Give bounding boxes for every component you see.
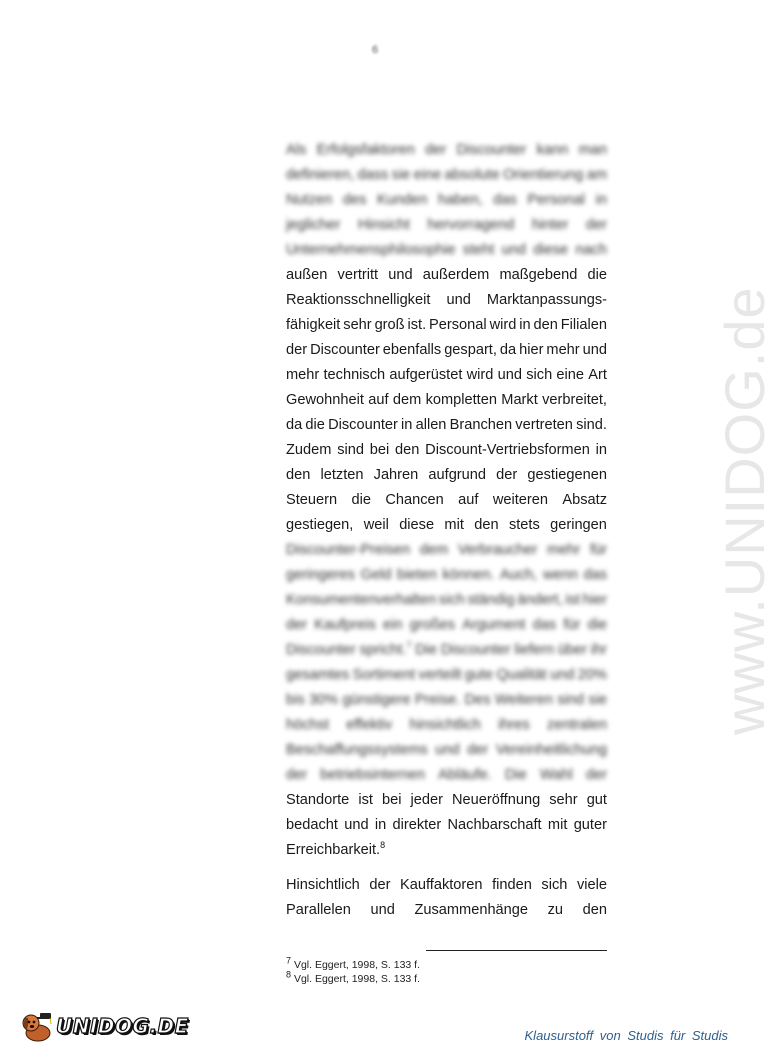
word: Orientierung <box>503 167 584 183</box>
word: Zudem <box>286 442 332 458</box>
word: Nutzen <box>286 192 333 208</box>
word: die <box>351 492 371 508</box>
footer-slogan: Klausurstoff von Studis für Studis <box>524 1028 728 1043</box>
text-line <box>286 588 607 613</box>
word: dem <box>419 542 449 558</box>
word: eine <box>556 367 585 383</box>
word: Branchen <box>449 417 513 433</box>
word: den <box>286 467 311 483</box>
word: da <box>286 417 303 433</box>
word: ein <box>383 617 403 633</box>
word: vertritt <box>337 267 379 283</box>
word: mehr <box>286 367 320 383</box>
word: ihr <box>590 642 607 658</box>
word: Filialen <box>560 317 607 333</box>
word: Argument <box>462 617 526 633</box>
word: hinter <box>531 217 569 233</box>
word: die <box>305 417 325 433</box>
word: gestiegen, <box>286 517 354 533</box>
text-line <box>286 488 607 513</box>
word: und <box>388 267 413 283</box>
text-line <box>286 163 607 188</box>
word: Wahl <box>539 767 573 783</box>
word: weil <box>363 517 389 533</box>
word: Erreichbarkeit.$^8$ <box>286 840 386 858</box>
word: da <box>499 342 517 358</box>
word: viele <box>576 877 607 893</box>
text-line <box>286 438 607 463</box>
word: Discount-Vertriebsformen <box>425 442 590 458</box>
word: Die <box>504 767 527 783</box>
word: aufgrund <box>428 467 487 483</box>
word: Discounter <box>286 642 356 658</box>
word: Unternehmensphilosophie <box>286 242 456 258</box>
footnote-reference: 8 <box>380 840 386 851</box>
word: diese <box>533 242 569 258</box>
word: auf <box>368 392 389 408</box>
word: letzten <box>320 467 364 483</box>
word: liefern <box>514 642 555 658</box>
word: Vereinheitlichung <box>495 742 607 758</box>
word: Sortiment <box>352 667 416 683</box>
word: Reaktionsschnelligkeit <box>286 292 431 308</box>
word: ihres <box>498 717 530 733</box>
word: günstigere <box>342 692 411 708</box>
word: Personal <box>527 192 586 208</box>
text-line <box>286 613 607 638</box>
word: Qualität <box>496 667 547 683</box>
word: Kaufpreis <box>314 617 376 633</box>
word: fähigkeit <box>286 317 341 333</box>
word: in <box>595 192 607 208</box>
word: Hinsichtlich <box>286 877 360 893</box>
word: der <box>425 142 447 158</box>
word: den <box>474 517 499 533</box>
word: betriebsinternen <box>320 767 425 783</box>
word: ist <box>358 792 373 808</box>
word: mit <box>547 817 568 833</box>
word: und <box>435 742 460 758</box>
footnote-7: $^7$ Vgl. Eggert, 1998, S. 133 f. <box>286 955 421 971</box>
word: Kauffaktoren <box>400 877 483 893</box>
word: Nachbarschaft <box>447 817 542 833</box>
word: Erfolgsfaktoren <box>316 142 415 158</box>
word: das <box>532 617 557 633</box>
word: sehr <box>549 792 578 808</box>
word: Als <box>286 142 307 158</box>
word: weiteren <box>492 492 548 508</box>
word: auf <box>458 492 479 508</box>
word: jeder <box>410 792 443 808</box>
word: finden <box>492 877 532 893</box>
word: sich <box>541 877 568 893</box>
word: mit <box>444 517 464 533</box>
word: und <box>582 342 607 358</box>
word: Markt <box>501 392 538 408</box>
word: Discounter <box>456 142 527 158</box>
paragraph-1 <box>286 138 607 863</box>
word: Beschaffungssystems <box>286 742 428 758</box>
word: die <box>587 617 607 633</box>
word: außen <box>286 267 328 283</box>
paragraph-2 <box>286 873 607 923</box>
text-line <box>286 813 607 838</box>
word: ist <box>565 592 580 608</box>
word: Geld <box>360 567 392 583</box>
text-line <box>286 313 607 338</box>
word: und <box>370 902 395 918</box>
text-line <box>286 288 607 313</box>
word: Marktanpassungs- <box>486 292 607 308</box>
footnotes <box>286 955 421 986</box>
word: mehr <box>547 542 581 558</box>
word: Gewohnheit <box>286 392 364 408</box>
word: dass <box>357 167 389 183</box>
word: Konsumentenverhalten <box>286 592 437 608</box>
word: der <box>286 767 308 783</box>
logo-text: UNIDOG.DE <box>56 1014 189 1038</box>
word: ist. <box>407 317 427 333</box>
word: in <box>374 817 387 833</box>
word: den <box>395 442 420 458</box>
word: bieten <box>397 567 437 583</box>
word: dem <box>392 392 422 408</box>
word: das <box>583 567 607 583</box>
text-line <box>286 513 607 538</box>
text-line <box>286 388 607 413</box>
word: groß <box>374 317 405 333</box>
word: geringeres <box>286 567 355 583</box>
text-line <box>286 338 607 363</box>
word: Chancen <box>385 492 444 508</box>
unidog-logo[interactable] <box>20 1008 189 1044</box>
word: in <box>401 417 413 433</box>
word: zu <box>547 902 564 918</box>
text-line <box>286 838 607 863</box>
word: Standorte <box>286 792 350 808</box>
text-line <box>286 238 607 263</box>
text-line <box>286 763 607 788</box>
footnote-8: $^8$ Vgl. Eggert, 1998, S. 133 f. <box>286 969 421 985</box>
word: Art <box>588 367 607 383</box>
word: die <box>587 267 607 283</box>
word: ändert, <box>517 592 563 608</box>
word: der <box>369 877 391 893</box>
word: verteilt <box>418 667 462 683</box>
word: hervorragend <box>427 217 515 233</box>
word: am <box>586 167 607 183</box>
text-line <box>286 463 607 488</box>
word: der <box>467 742 489 758</box>
word: gestiegenen <box>527 467 607 483</box>
text-line <box>286 363 607 388</box>
word: Weiteren <box>494 692 553 708</box>
word: steht <box>462 242 495 258</box>
word: Discounter <box>440 642 511 658</box>
watermark: www.UNIDOG.de <box>713 286 776 735</box>
footnote-reference: 7 <box>406 640 412 651</box>
word: Kunden <box>377 192 428 208</box>
word: großes <box>409 617 456 633</box>
word: hier <box>582 592 607 608</box>
word: nach <box>575 242 607 258</box>
text-line <box>286 738 607 763</box>
text-line <box>286 413 607 438</box>
word: sie <box>588 692 607 708</box>
word: stets <box>508 517 540 533</box>
text-line <box>286 663 607 688</box>
word: mehr <box>546 342 580 358</box>
word: Discounter-Preisen <box>286 542 411 558</box>
word: Die <box>415 642 438 658</box>
word: Auch, <box>500 567 538 583</box>
word: guter <box>573 817 607 833</box>
word: zentralen <box>546 717 607 733</box>
word: aufgerüstet <box>389 367 463 383</box>
word: gute <box>464 667 494 683</box>
word: definieren, <box>286 167 355 183</box>
word: Personal <box>429 317 487 333</box>
text-line <box>286 898 607 923</box>
word: Discounter <box>310 342 380 358</box>
word: hinsichtlich <box>409 717 481 733</box>
word: effektiv <box>346 717 393 733</box>
word: den <box>533 317 558 333</box>
word: geringen <box>550 517 607 533</box>
word: gut <box>586 792 607 808</box>
text-line <box>286 638 607 663</box>
dog-icon <box>20 1009 54 1043</box>
word: bis <box>286 692 305 708</box>
word: Verbraucher <box>457 542 538 558</box>
word: Neueröffnung <box>452 792 541 808</box>
word: Discounter <box>328 417 398 433</box>
word: und <box>501 242 526 258</box>
word: 30% <box>308 692 339 708</box>
word: der <box>585 767 607 783</box>
text-line <box>286 873 607 898</box>
word: wenn <box>542 567 578 583</box>
word: Absatz <box>562 492 607 508</box>
word: ständig <box>467 592 515 608</box>
word: für <box>563 617 581 633</box>
word: eine <box>413 167 442 183</box>
word: Parallelen <box>286 902 351 918</box>
body-text <box>286 138 607 923</box>
word: sehr <box>343 317 372 333</box>
word: sie <box>391 167 411 183</box>
word: diese <box>399 517 435 533</box>
word: für <box>589 542 607 558</box>
word: in <box>519 317 531 333</box>
word: sind. <box>576 417 607 433</box>
word: Jahren <box>373 467 419 483</box>
word: spricht.$^7$ <box>359 640 412 658</box>
word: haben, <box>437 192 483 208</box>
word: sich <box>438 592 465 608</box>
word: sind <box>557 692 585 708</box>
word: außerdem <box>422 267 490 283</box>
text-line <box>286 713 607 738</box>
word: wird <box>466 367 494 383</box>
word: sich <box>526 367 553 383</box>
word: man <box>578 142 607 158</box>
word: ebenfalls <box>382 342 442 358</box>
word: der <box>286 342 308 358</box>
text-line <box>286 263 607 288</box>
word: in <box>595 442 607 458</box>
word: der <box>496 467 518 483</box>
word: Steuern <box>286 492 338 508</box>
word: und <box>344 817 369 833</box>
text-line <box>286 538 607 563</box>
word: maßgebend <box>499 267 578 283</box>
word: sind <box>337 442 364 458</box>
word: kompletten <box>425 392 497 408</box>
word: hier <box>519 342 544 358</box>
text-line <box>286 563 607 588</box>
word: bei <box>369 442 390 458</box>
text-line <box>286 688 607 713</box>
word: das <box>493 192 517 208</box>
word: technisch <box>323 367 386 383</box>
page-number: 6 <box>371 44 379 56</box>
word: bei <box>381 792 402 808</box>
text-line <box>286 138 607 163</box>
word: direkter <box>392 817 442 833</box>
word: verbreitet, <box>542 392 607 408</box>
word: vertreten <box>515 417 573 433</box>
word: 20% <box>577 667 607 683</box>
word: kann <box>536 142 569 158</box>
word: über <box>557 642 588 658</box>
text-line <box>286 213 607 238</box>
word: und <box>550 667 575 683</box>
text-line <box>286 188 607 213</box>
word: Abläufe. <box>438 767 492 783</box>
word: Hinsicht <box>357 217 410 233</box>
word: den <box>582 902 607 918</box>
word: der <box>286 617 308 633</box>
text-line <box>286 788 607 813</box>
word: können. <box>442 567 495 583</box>
word: absolute <box>444 167 500 183</box>
word: und <box>497 367 522 383</box>
word: wird <box>489 317 517 333</box>
word: höchst <box>286 717 329 733</box>
word: allen <box>415 417 447 433</box>
word: gesamtes <box>286 667 350 683</box>
word: Preise. <box>414 692 461 708</box>
word: des <box>342 192 367 208</box>
word: Zusammenhänge <box>414 902 529 918</box>
word: bedacht <box>286 817 338 833</box>
word: gespart, <box>444 342 497 358</box>
word: und <box>446 292 471 308</box>
word: jeglicher <box>286 217 341 233</box>
word: der <box>585 217 607 233</box>
footnote-separator <box>426 950 607 951</box>
word: Des <box>464 692 491 708</box>
